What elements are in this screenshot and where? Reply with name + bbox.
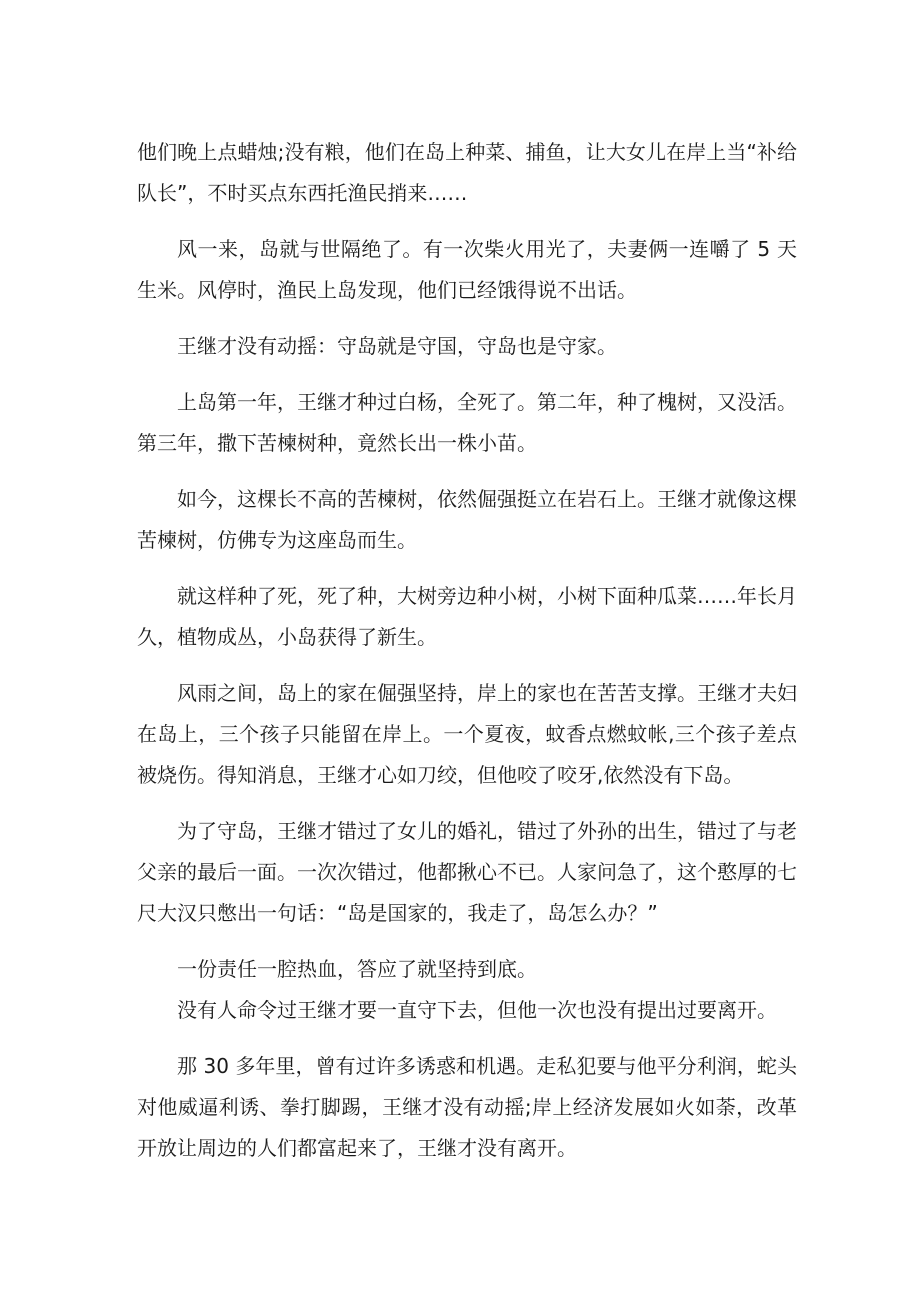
paragraph-7: 风雨之间，岛上的家在倔强坚持，岸上的家也在苦苦支撑。王继才夫妇在岛上，三个孩子只能留在岸上。一个夏夜，蚊香点燃蚊帐,三个孩子差点被烧伤。得知消息，王继才心如刀绞，但他咬了咬牙,依然没有下岛。 — [137, 681, 797, 787]
paragraph-10: 没有人命令过王继才要一直守下去，但他一次也没有提出过要离开。 — [177, 998, 777, 1022]
paragraph-6: 就这样种了死，死了种，大树旁边种小树，小树下面种瓜菜……年长月久，植物成丛，小岛获得了新生。 — [137, 584, 797, 649]
paragraph-4: 上岛第一年，王继才种过白杨，全死了。第二年，种了槐树，又没活。第三年，撒下苦楝树种，竟然长出一株小苗。 — [137, 390, 797, 455]
paragraph-5: 如今，这棵长不高的苦楝树，依然倔强挺立在岩石上。王继才就像这棵苦楝树，仿佛专为这座岛而生。 — [137, 487, 797, 552]
paragraph-3: 王继才没有动摇：守岛就是守国，守岛也是守家。 — [177, 334, 617, 358]
paragraph-9: 一份责任一腔热血，答应了就坚持到底。 — [177, 957, 537, 981]
paragraph-8: 为了守岛，王继才错过了女儿的婚礼，错过了外孙的出生，错过了与老父亲的最后一面。一次次错过，他都揪心不已。人家问急了，这个憨厚的七尺大汉只憋出一句话：“岛是国家的，我走了，岛怎么办？” — [137, 819, 797, 925]
paragraph-2: 风一来，岛就与世隔绝了。有一次柴火用光了，夫妻俩一连嚼了 5 天生米。风停时，渔民上岛发现，他们已经饿得说不出话。 — [137, 237, 797, 302]
paragraph-11: 那 30 多年里，曾有过许多诱惑和机遇。走私犯要与他平分利润，蛇头对他威逼利诱、拳打脚踢，王继才没有动摇;岸上经济发展如火如荼，改革开放让周边的人们都富起来了，王继才没有离开。 — [137, 1054, 797, 1160]
body-text — [137, 132, 797, 1184]
paragraph-1: 他们晚上点蜡烛;没有粮，他们在岛上种菜、捕鱼，让大女儿在岸上当“补给队长”，不时买点东西托渔民捎来…… — [137, 140, 797, 205]
